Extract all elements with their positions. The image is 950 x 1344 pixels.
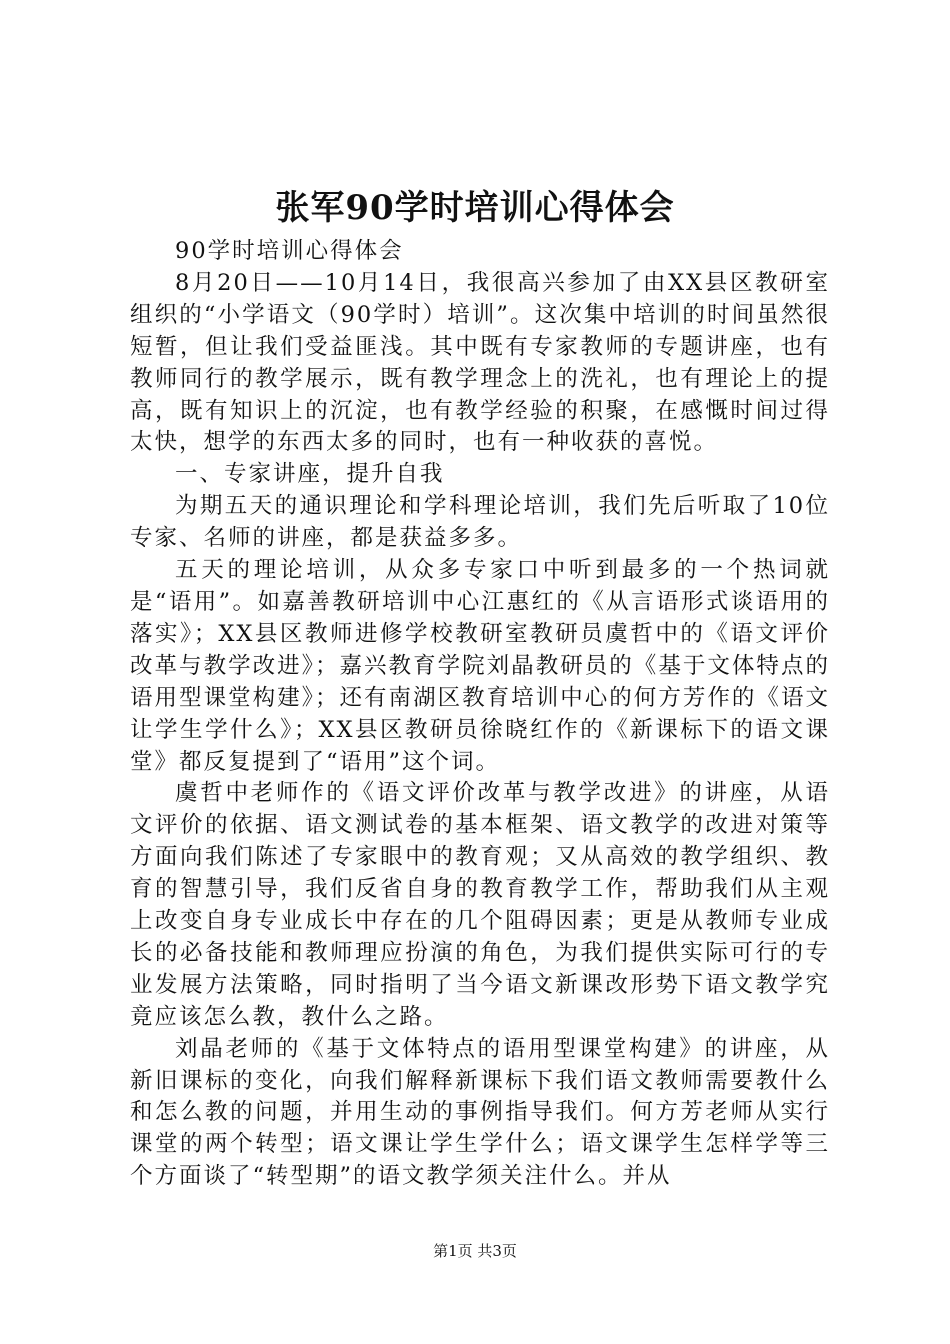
body-paragraph: 虞哲中老师作的《语文评价改革与教学改进》的讲座，从语文评价的依据、语文测试卷的基本框架、语文教学的改进对策等方面向我们陈述了专家眼中的教育观；又从高效的教学组织、教育的智慧引导，我们反省自身的教育教学工作，帮助我们从主观上改变自身专业成长中存在的几个阻碍因素；更是从教师专业成长的必备技能和教师理应扮演的角色，为我们提供实际可行的专业发展方法策略，同时指明了当今语文新课改形势下语文教学究竟应该怎么教，教什么之路。	[130, 780, 830, 1030]
document-body	[130, 236, 830, 1193]
body-paragraph: 8月20日——10月14日，我很高兴参加了由XX县区教研室组织的“小学语文（90学时）培训”。这次集中培训的时间虽然很短暂，但让我们受益匪浅。其中既有专家教师的专题讲座，也有教师同行的教学展示，既有教学理念上的洗礼，也有理论上的提高，既有知识上的沉淀，也有教学经验的积聚，在感慨时间过得太快，想学的东西太多的同时，也有一种收获的喜悦。	[130, 269, 830, 456]
document-title: 张军90学时培训心得体会	[275, 188, 675, 228]
body-paragraph: 五天的理论培训，从众多专家口中听到最多的一个热词就是“语用”。如嘉善教研培训中心江惠红的《从言语形式谈语用的落实》；XX县区教师进修学校教研室教研员虞哲中的《语文评价改革与教学改进》；嘉兴教育学院刘晶教研员的《基于文体特点的语用型课堂构建》；还有南湖区教育培训中心的何方芳作的《语文让学生学什么》；XX县区教研员徐晓红作的《新课标下的语文课堂》都反复提到了“语用”这个词。	[130, 557, 830, 775]
page-footer: 第1页 共3页	[433, 1242, 517, 1260]
body-paragraph: 刘晶老师的《基于文体特点的语用型课堂构建》的讲座，从新旧课标的变化，向我们解释新课标下我们语文教师需要教什么和怎么教的问题，并用生动的事例指导我们。何方芳老师从实行课堂的两个转型；语文课让学生学什么；语文课学生怎样学等三个方面谈了“转型期”的语文教学须关注什么。并从	[130, 1035, 830, 1190]
subtitle-paragraph: 90学时培训心得体会	[175, 238, 404, 264]
section-heading: 一、专家讲座，提升自我	[175, 461, 445, 488]
body-paragraph: 为期五天的通识理论和学科理论培训，我们先后听取了10位专家、名师的讲座，都是获益多多。	[130, 493, 830, 552]
